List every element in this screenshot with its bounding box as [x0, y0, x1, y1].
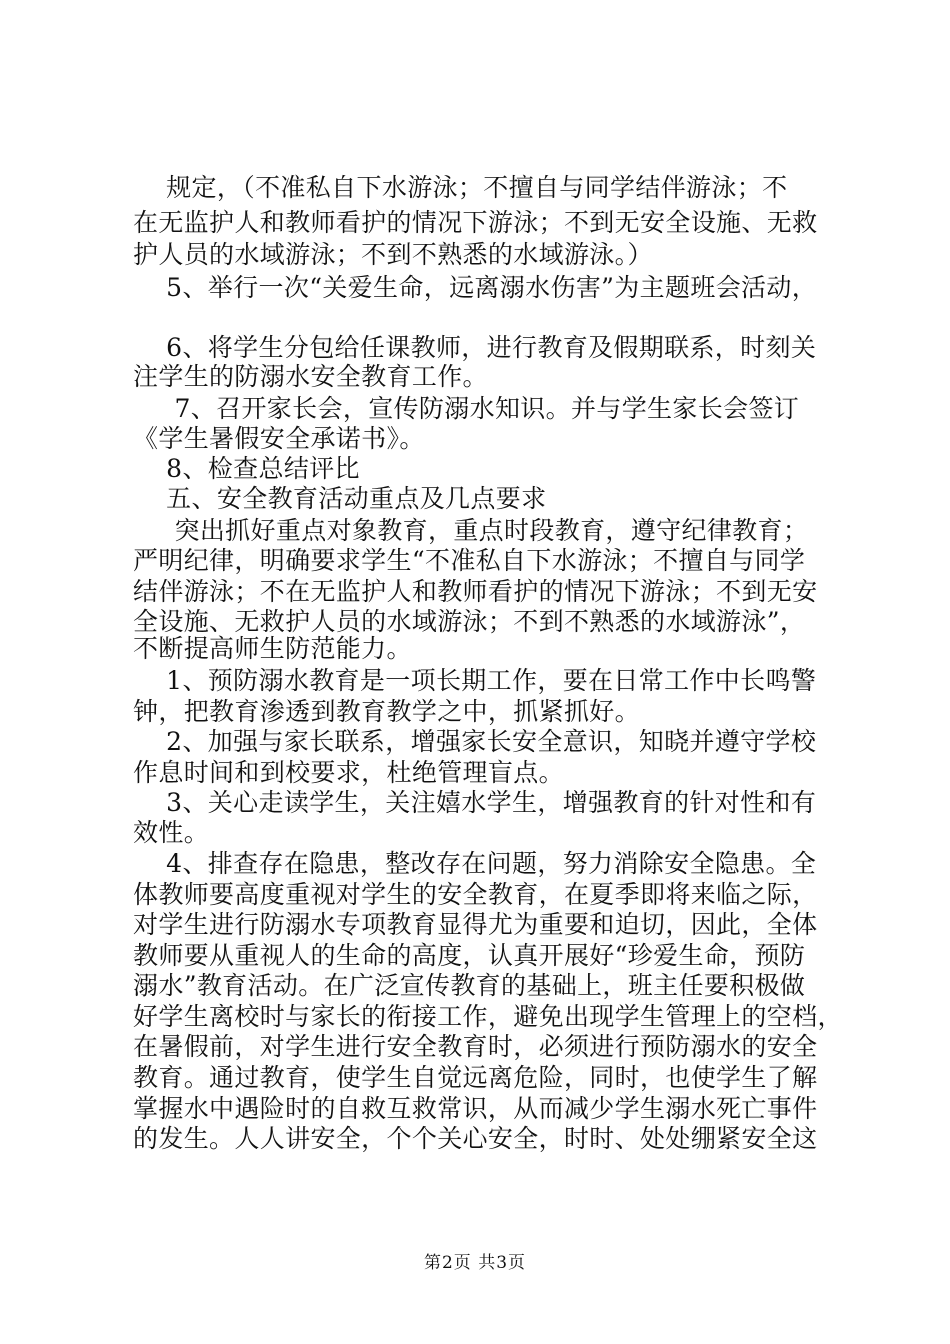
text-line: 8、检查总结评比 — [133, 454, 360, 483]
text-line: 规定，（不准私自下水游泳；不擅自与同学结伴游泳；不 — [133, 173, 788, 202]
text-line: 突出抓好重点对象教育，重点时段教育，遵守纪律教育； — [133, 516, 809, 545]
text-line: 效性。 — [133, 818, 210, 847]
text-line: 作息时间和到校要求，杜绝管理盲点。 — [133, 758, 564, 787]
text-line: 护人员的水域游泳；不到不熟悉的水域游泳。） — [133, 240, 653, 269]
text-line: 不断提高师生防范能力。 — [133, 634, 412, 663]
text-line: 6、将学生分包给任课教师，进行教育及假期联系，时刻关 — [133, 333, 817, 362]
text-line: 《学生暑假安全承诺书》。 — [133, 424, 425, 453]
text-line: 教育。通过教育，使学生自觉远离危险，同时，也使学生了解 — [133, 1063, 818, 1092]
text-line: 体教师要高度重视对学生的安全教育，在夏季即将来临之际， — [133, 880, 818, 909]
text-line: 4、排查存在隐患，整改存在问题，努力消除安全隐患。全 — [133, 849, 817, 878]
text-line: 7、召开家长会，宣传防溺水知识。并与学生家长会签订 — [133, 394, 800, 423]
text-line: 溺水”教育活动。在广泛宣传教育的基础上，班主任要积极做 — [133, 971, 806, 1000]
text-line: 结伴游泳；不在无监护人和教师看护的情况下游泳；不到无安 — [133, 577, 818, 606]
text-line: 全设施、无救护人员的水域游泳；不到不熟悉的水域游泳”， — [133, 607, 806, 636]
text-line: 钟，把教育渗透到教育教学之中，抓紧抓好。 — [133, 697, 641, 726]
text-line: 3、关心走读学生，关注嬉水学生，增强教育的针对性和有 — [133, 788, 817, 817]
text-line: 在暑假前，对学生进行安全教育时，必须进行预防溺水的安全 — [133, 1032, 818, 1061]
text-line: 教师要从重视人的生命的高度，认真开展好“珍爱生命，预防 — [133, 941, 806, 970]
text-line: 的发生。人人讲安全，个个关心安全，时时、处处绷紧安全这 — [133, 1124, 818, 1153]
text-line: 注学生的防溺水安全教育工作。 — [133, 362, 488, 391]
text-line: 2、加强与家长联系，增强家长安全意识，知晓并遵守学校 — [133, 727, 817, 756]
page-number-footer: 第2页 共3页 — [423, 1253, 527, 1273]
text-line: 在无监护人和教师看护的情况下游泳；不到无安全设施、无救 — [133, 208, 818, 237]
text-line: 掌握水中遇险时的自救互救常识，从而减少学生溺水死亡事件 — [133, 1094, 818, 1123]
text-line: 对学生进行防溺水专项教育显得尤为重要和迫切，因此，全体 — [133, 910, 818, 939]
text-line: 严明纪律，明确要求学生“不准私自下水游泳；不擅自与同学 — [133, 546, 806, 575]
text-line: 1、预防溺水教育是一项长期工作，要在日常工作中长鸣警 — [133, 666, 817, 695]
text-line: 5、举行一次“关爱生命，远离溺水伤害”为主题班会活动， — [133, 273, 818, 302]
text-line: 好学生离校时与家长的衔接工作，避免出现学生管理上的空档， — [133, 1002, 843, 1031]
text-line: 五、安全教育活动重点及几点要求 — [133, 484, 547, 513]
